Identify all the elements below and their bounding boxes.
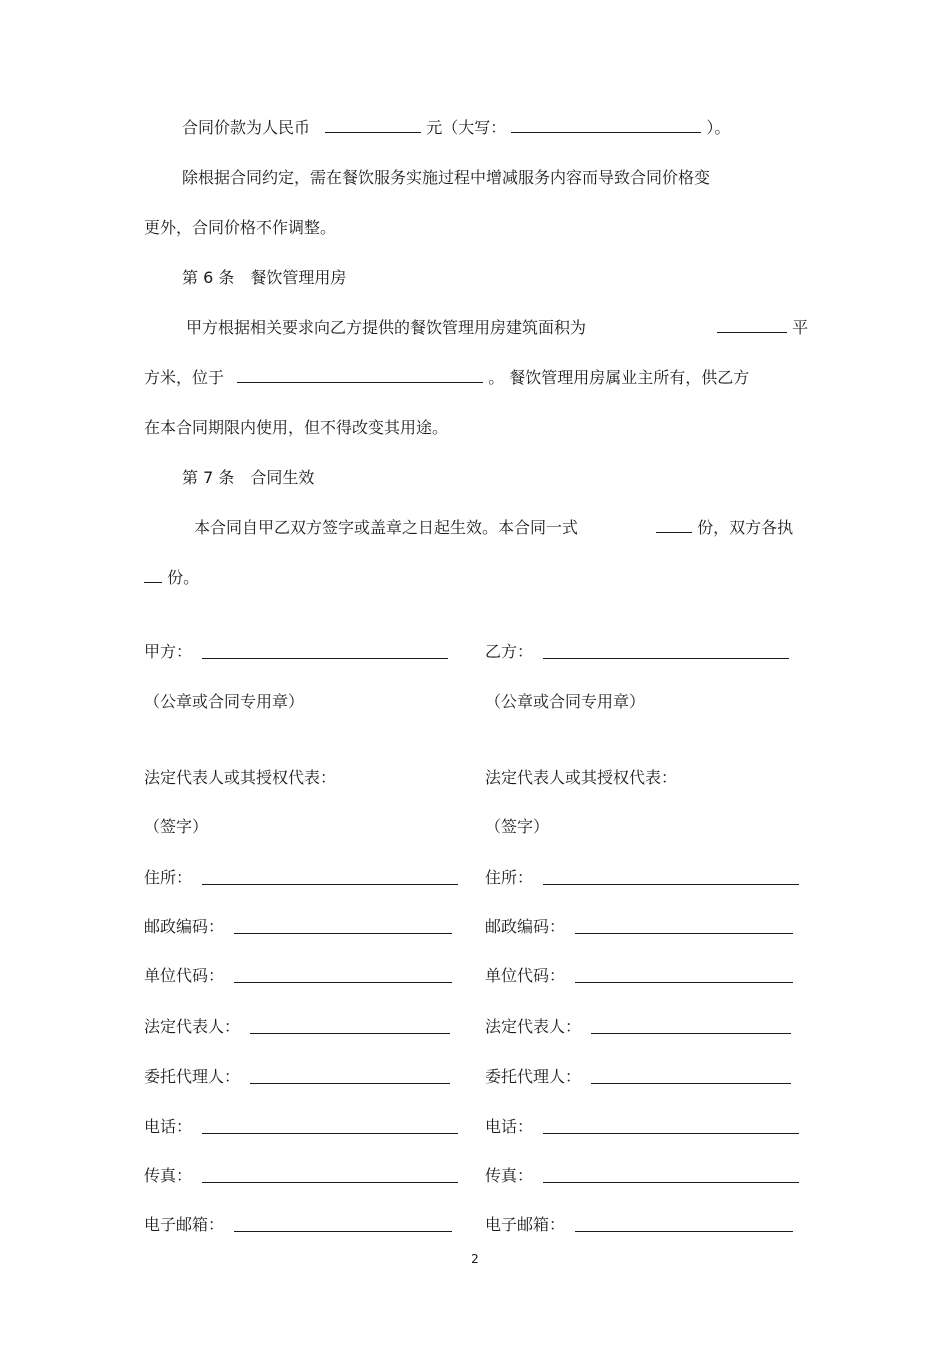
party-a-phone bbox=[144, 1117, 458, 1137]
party-a-address bbox=[144, 868, 458, 888]
party-a-row bbox=[144, 642, 448, 662]
party-a-sign: （签字） bbox=[144, 817, 209, 836]
legal-rep-label: 法定代表人： bbox=[485, 1017, 582, 1036]
postcode-label: 邮政编码： bbox=[144, 917, 225, 936]
legal-rep-blank bbox=[591, 1032, 791, 1034]
party-a-legal-rep bbox=[144, 1017, 450, 1037]
party-a-seal: （公章或合同专用章） bbox=[144, 692, 305, 711]
unit-code-label: 单位代码： bbox=[144, 966, 225, 985]
location-suffix: 。 餐饮管理用房属业主所有，供乙方 bbox=[488, 368, 750, 387]
page-number: 2 bbox=[471, 1252, 479, 1266]
party-b-row bbox=[485, 642, 789, 662]
party-a-blank bbox=[202, 657, 448, 659]
party-a-fax bbox=[144, 1166, 458, 1186]
area-blank bbox=[717, 318, 787, 333]
area-field bbox=[717, 318, 808, 338]
location-prefix: 方米，位于 bbox=[144, 368, 225, 387]
fax-label: 传真： bbox=[144, 1166, 193, 1185]
price-prefix: 合同价款为人民币 bbox=[182, 118, 311, 137]
agent-label: 委托代理人： bbox=[485, 1067, 582, 1086]
party-a-postcode bbox=[144, 917, 452, 937]
fax-label: 传真： bbox=[485, 1166, 534, 1185]
agent-label: 委托代理人： bbox=[144, 1067, 241, 1086]
adjust-line-1: 除根据合同约定，需在餐饮服务实施过程中增减服务内容而导致合同价格变 bbox=[182, 168, 711, 187]
price-line bbox=[182, 118, 730, 138]
party-b-legal-rep bbox=[485, 1017, 791, 1037]
postcode-blank bbox=[575, 932, 793, 934]
email-blank bbox=[234, 1230, 452, 1232]
agent-blank bbox=[250, 1082, 450, 1084]
party-b-email bbox=[485, 1215, 793, 1235]
unit-code-blank bbox=[575, 981, 793, 983]
party-b-unit-code bbox=[485, 966, 793, 986]
party-b-postcode bbox=[485, 917, 793, 937]
phone-blank bbox=[543, 1132, 799, 1134]
party-b-address bbox=[485, 868, 799, 888]
party-a-label: 甲方： bbox=[144, 642, 193, 661]
agent-blank bbox=[591, 1082, 791, 1084]
article-6-heading: 第 6 条 餐饮管理用房 bbox=[182, 268, 347, 287]
article-6-line-3: 在本合同期限内使用，但不得改变其用途。 bbox=[144, 418, 449, 437]
party-b-seal: （公章或合同专用章） bbox=[485, 692, 646, 711]
price-yuan-label: 元（大写： bbox=[426, 118, 507, 137]
email-blank bbox=[575, 1230, 793, 1232]
fax-blank bbox=[202, 1181, 458, 1183]
party-b-label: 乙方： bbox=[485, 642, 534, 661]
postcode-label: 邮政编码： bbox=[485, 917, 566, 936]
legal-rep-label: 法定代表人： bbox=[144, 1017, 241, 1036]
article-6-line-1 bbox=[186, 318, 586, 338]
price-amount-blank bbox=[325, 118, 421, 133]
party-a-unit-code bbox=[144, 966, 452, 986]
party-b-sign: （签字） bbox=[485, 817, 550, 836]
copies-each-label: 份，双方各执 bbox=[697, 518, 794, 537]
party-b-fax bbox=[485, 1166, 799, 1186]
price-suffix: ）。 bbox=[706, 118, 731, 137]
fax-blank bbox=[543, 1181, 799, 1183]
party-a-rep: 法定代表人或其授权代表： bbox=[144, 768, 337, 787]
party-b-agent bbox=[485, 1067, 791, 1087]
copies-total-blank bbox=[656, 518, 692, 533]
unit-code-blank bbox=[234, 981, 452, 983]
article-7-line-2 bbox=[144, 568, 199, 588]
address-blank bbox=[202, 883, 458, 885]
adjust-line-2: 更外，合同价格不作调整。 bbox=[144, 218, 337, 237]
legal-rep-blank bbox=[250, 1032, 450, 1034]
party-a-email bbox=[144, 1215, 452, 1235]
email-label: 电子邮箱： bbox=[485, 1215, 566, 1234]
party-a-agent bbox=[144, 1067, 450, 1087]
article-6-line-2 bbox=[144, 368, 749, 388]
address-blank bbox=[543, 883, 799, 885]
article-7-heading: 第 7 条 合同生效 bbox=[182, 468, 315, 487]
address-label: 住所： bbox=[144, 868, 193, 887]
phone-label: 电话： bbox=[144, 1117, 193, 1136]
copies-each-blank bbox=[144, 568, 162, 583]
copies-field bbox=[656, 518, 793, 538]
article-7-line-1: 本合同自甲乙双方签字或盖章之日起生效。本合同一式 bbox=[194, 518, 579, 537]
price-uppercase-blank bbox=[511, 118, 701, 133]
unit-code-label: 单位代码： bbox=[485, 966, 566, 985]
party-b-phone bbox=[485, 1117, 799, 1137]
copies-end: 份。 bbox=[167, 568, 200, 587]
party-b-blank bbox=[543, 657, 789, 659]
postcode-blank bbox=[234, 932, 452, 934]
email-label: 电子邮箱： bbox=[144, 1215, 225, 1234]
phone-blank bbox=[202, 1132, 458, 1134]
party-b-rep: 法定代表人或其授权代表： bbox=[485, 768, 678, 787]
article-6-text: 甲方根据相关要求向乙方提供的餐饮管理用房建筑面积为 bbox=[186, 318, 587, 337]
area-unit: 平 bbox=[792, 318, 809, 337]
location-blank bbox=[237, 368, 483, 383]
phone-label: 电话： bbox=[485, 1117, 534, 1136]
address-label: 住所： bbox=[485, 868, 534, 887]
